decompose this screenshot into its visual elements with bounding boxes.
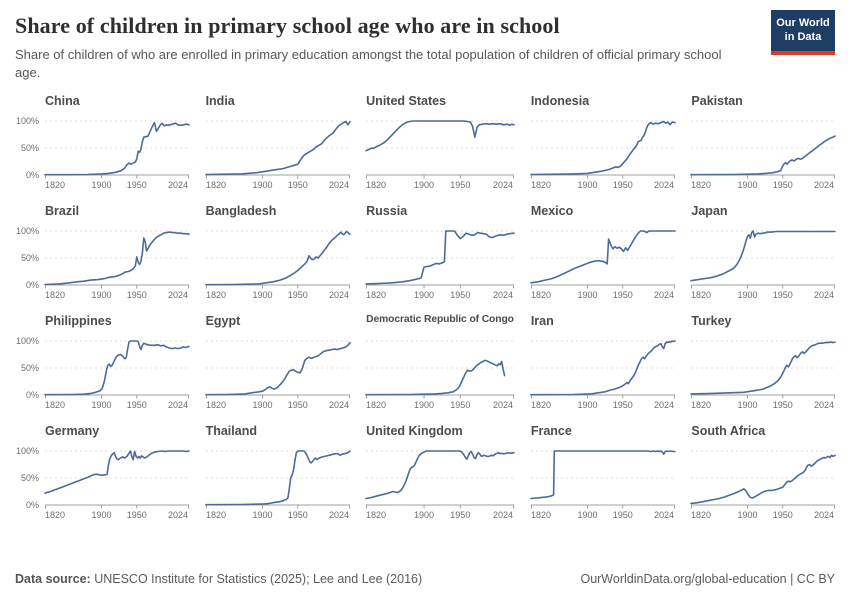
country-chart-brazil[interactable] — [15, 204, 189, 301]
svg-text:2024: 2024 — [653, 400, 674, 411]
svg-text:1900: 1900 — [252, 400, 273, 411]
svg-text:1900: 1900 — [414, 290, 435, 301]
charts-grid — [15, 94, 835, 521]
page-title: Share of children in primary school age who are in school — [15, 13, 560, 38]
header — [0, 0, 850, 82]
svg-text:1950: 1950 — [287, 180, 308, 191]
svg-text:1820: 1820 — [366, 180, 387, 191]
country-chart-iran[interactable] — [531, 314, 675, 411]
chart-title: Democratic Republic of Congo — [366, 314, 514, 326]
line-chart — [15, 441, 189, 521]
country-chart-pakistan[interactable] — [691, 94, 835, 191]
svg-text:2024: 2024 — [328, 510, 349, 521]
svg-text:1950: 1950 — [773, 510, 794, 521]
svg-text:1900: 1900 — [737, 290, 758, 301]
svg-text:2024: 2024 — [328, 290, 349, 301]
svg-text:1950: 1950 — [126, 400, 147, 411]
svg-text:1900: 1900 — [252, 290, 273, 301]
line-chart — [531, 331, 675, 411]
chart-title: Philippines — [45, 314, 112, 329]
svg-text:1820: 1820 — [205, 400, 226, 411]
chart-title: Egypt — [205, 314, 241, 329]
svg-text:1900: 1900 — [577, 290, 598, 301]
svg-text:1900: 1900 — [91, 400, 112, 411]
svg-text:100%: 100% — [15, 446, 39, 457]
svg-text:1820: 1820 — [366, 290, 387, 301]
svg-text:50%: 50% — [20, 253, 39, 264]
svg-text:100%: 100% — [15, 336, 39, 347]
svg-text:1950: 1950 — [126, 510, 147, 521]
svg-text:2024: 2024 — [653, 290, 674, 301]
svg-text:2024: 2024 — [493, 290, 514, 301]
line-chart — [15, 221, 189, 301]
svg-text:100%: 100% — [15, 116, 39, 127]
country-chart-south-africa[interactable] — [691, 424, 835, 521]
svg-text:1820: 1820 — [691, 400, 712, 411]
chart-title: Iran — [530, 314, 554, 329]
data-source — [15, 572, 422, 586]
svg-text:1820: 1820 — [205, 290, 226, 301]
country-chart-turkey[interactable] — [691, 314, 835, 411]
svg-text:2024: 2024 — [167, 400, 189, 411]
svg-text:1950: 1950 — [126, 290, 147, 301]
svg-text:1900: 1900 — [414, 400, 435, 411]
chart-title: United States — [366, 94, 447, 109]
country-chart-russia[interactable] — [366, 204, 514, 301]
svg-text:1900: 1900 — [577, 510, 598, 521]
line-chart — [15, 111, 189, 191]
svg-text:50%: 50% — [20, 363, 39, 374]
svg-text:1900: 1900 — [252, 180, 273, 191]
svg-text:1900: 1900 — [577, 400, 598, 411]
country-chart-united-states[interactable] — [366, 94, 514, 191]
svg-text:1820: 1820 — [530, 180, 551, 191]
logo-line1: Our World — [776, 17, 830, 29]
svg-text:1950: 1950 — [450, 180, 471, 191]
svg-text:1820: 1820 — [530, 290, 551, 301]
svg-text:1900: 1900 — [91, 290, 112, 301]
svg-text:2024: 2024 — [814, 510, 835, 521]
svg-text:50%: 50% — [20, 143, 39, 154]
svg-text:1820: 1820 — [366, 510, 387, 521]
data-source-label: Data source: — [15, 572, 91, 586]
svg-text:1950: 1950 — [287, 510, 308, 521]
line-chart — [691, 111, 835, 191]
svg-text:1950: 1950 — [612, 400, 633, 411]
svg-text:1820: 1820 — [205, 510, 226, 521]
country-chart-china[interactable] — [15, 94, 189, 191]
chart-title: Pakistan — [691, 94, 743, 109]
chart-title: France — [530, 424, 572, 439]
svg-text:2024: 2024 — [653, 180, 674, 191]
svg-text:2024: 2024 — [493, 180, 514, 191]
chart-title: Turkey — [691, 314, 732, 329]
chart-title: India — [205, 94, 235, 109]
svg-text:1950: 1950 — [450, 510, 471, 521]
country-chart-egypt[interactable] — [206, 314, 350, 411]
country-chart-mexico[interactable] — [531, 204, 675, 301]
footer — [15, 572, 835, 586]
chart-title: South Africa — [691, 424, 766, 439]
svg-text:2024: 2024 — [814, 400, 835, 411]
country-chart-democratic-republic-of-congo[interactable] — [366, 314, 514, 411]
country-chart-france[interactable] — [531, 424, 675, 521]
svg-text:2024: 2024 — [328, 400, 349, 411]
owid-logo — [771, 10, 835, 55]
svg-text:1820: 1820 — [691, 510, 712, 521]
footer-link[interactable]: OurWorldinData.org/global-education | CC BY — [580, 572, 835, 586]
data-source-text: UNESCO Institute for Statistics (2025); Lee and Lee (2016) — [90, 572, 423, 586]
line-chart — [15, 331, 189, 411]
svg-text:1820: 1820 — [691, 180, 712, 191]
chart-title: Indonesia — [530, 94, 590, 109]
country-chart-germany[interactable] — [15, 424, 189, 521]
line-chart — [531, 221, 675, 301]
svg-text:2024: 2024 — [814, 180, 835, 191]
svg-text:2024: 2024 — [167, 510, 189, 521]
svg-text:1950: 1950 — [287, 290, 308, 301]
svg-text:100%: 100% — [15, 226, 39, 237]
chart-title: Mexico — [530, 204, 574, 219]
svg-text:50%: 50% — [20, 473, 39, 484]
svg-text:1950: 1950 — [450, 290, 471, 301]
line-chart — [366, 221, 514, 301]
line-chart — [531, 441, 675, 521]
svg-text:1900: 1900 — [414, 510, 435, 521]
svg-text:2024: 2024 — [167, 290, 189, 301]
svg-text:1900: 1900 — [577, 180, 598, 191]
svg-text:1820: 1820 — [530, 400, 551, 411]
line-chart — [206, 221, 350, 301]
line-chart — [366, 441, 514, 521]
chart-title: United Kingdom — [366, 424, 463, 439]
line-chart — [531, 111, 675, 191]
svg-text:1950: 1950 — [773, 180, 794, 191]
chart-title: Germany — [45, 424, 100, 439]
logo-line2: in Data — [784, 30, 822, 43]
country-chart-philippines[interactable] — [15, 314, 189, 411]
svg-text:1820: 1820 — [44, 400, 66, 411]
svg-text:1900: 1900 — [737, 510, 758, 521]
country-chart-japan[interactable] — [691, 204, 835, 301]
country-chart-united-kingdom[interactable] — [366, 424, 514, 521]
svg-text:1900: 1900 — [91, 510, 112, 521]
svg-text:1950: 1950 — [450, 400, 471, 411]
svg-text:2024: 2024 — [167, 180, 189, 191]
chart-title: Russia — [366, 204, 408, 219]
svg-text:1820: 1820 — [366, 400, 387, 411]
svg-text:1820: 1820 — [44, 290, 66, 301]
svg-text:0%: 0% — [25, 500, 39, 511]
country-chart-india[interactable] — [206, 94, 350, 191]
country-chart-thailand[interactable] — [206, 424, 350, 521]
chart-title: Thailand — [205, 424, 257, 439]
chart-title: Brazil — [45, 204, 80, 219]
svg-text:1900: 1900 — [252, 510, 273, 521]
svg-text:1900: 1900 — [91, 180, 112, 191]
line-chart — [366, 111, 514, 191]
svg-text:0%: 0% — [25, 390, 39, 401]
country-chart-indonesia[interactable] — [531, 94, 675, 191]
svg-text:1950: 1950 — [287, 400, 308, 411]
svg-text:1950: 1950 — [612, 510, 633, 521]
svg-text:1900: 1900 — [737, 400, 758, 411]
line-chart — [366, 331, 514, 411]
svg-text:0%: 0% — [25, 280, 39, 291]
svg-text:1820: 1820 — [44, 180, 66, 191]
page-subtitle: Share of children of who are enrolled in primary education amongst the total population of children of official primary school age. — [15, 47, 722, 81]
svg-text:0%: 0% — [25, 170, 39, 181]
svg-text:1950: 1950 — [612, 180, 633, 191]
svg-text:2024: 2024 — [814, 290, 835, 301]
line-chart — [691, 441, 835, 521]
chart-title: Japan — [691, 204, 728, 219]
line-chart — [206, 441, 350, 521]
svg-text:1820: 1820 — [530, 510, 551, 521]
svg-text:1950: 1950 — [773, 290, 794, 301]
line-chart — [691, 331, 835, 411]
line-chart — [206, 111, 350, 191]
country-chart-bangladesh[interactable] — [206, 204, 350, 301]
svg-text:2024: 2024 — [493, 400, 514, 411]
svg-text:1950: 1950 — [612, 290, 633, 301]
svg-text:1820: 1820 — [205, 180, 226, 191]
svg-text:2024: 2024 — [493, 510, 514, 521]
svg-text:1820: 1820 — [691, 290, 712, 301]
svg-text:2024: 2024 — [653, 510, 674, 521]
line-chart — [206, 331, 350, 411]
svg-text:1900: 1900 — [414, 180, 435, 191]
svg-text:1900: 1900 — [737, 180, 758, 191]
chart-title: Bangladesh — [205, 204, 277, 219]
chart-title: China — [45, 94, 80, 109]
svg-text:1820: 1820 — [44, 510, 66, 521]
svg-text:1950: 1950 — [773, 400, 794, 411]
svg-text:2024: 2024 — [328, 180, 349, 191]
svg-text:1950: 1950 — [126, 180, 147, 191]
line-chart — [691, 221, 835, 301]
